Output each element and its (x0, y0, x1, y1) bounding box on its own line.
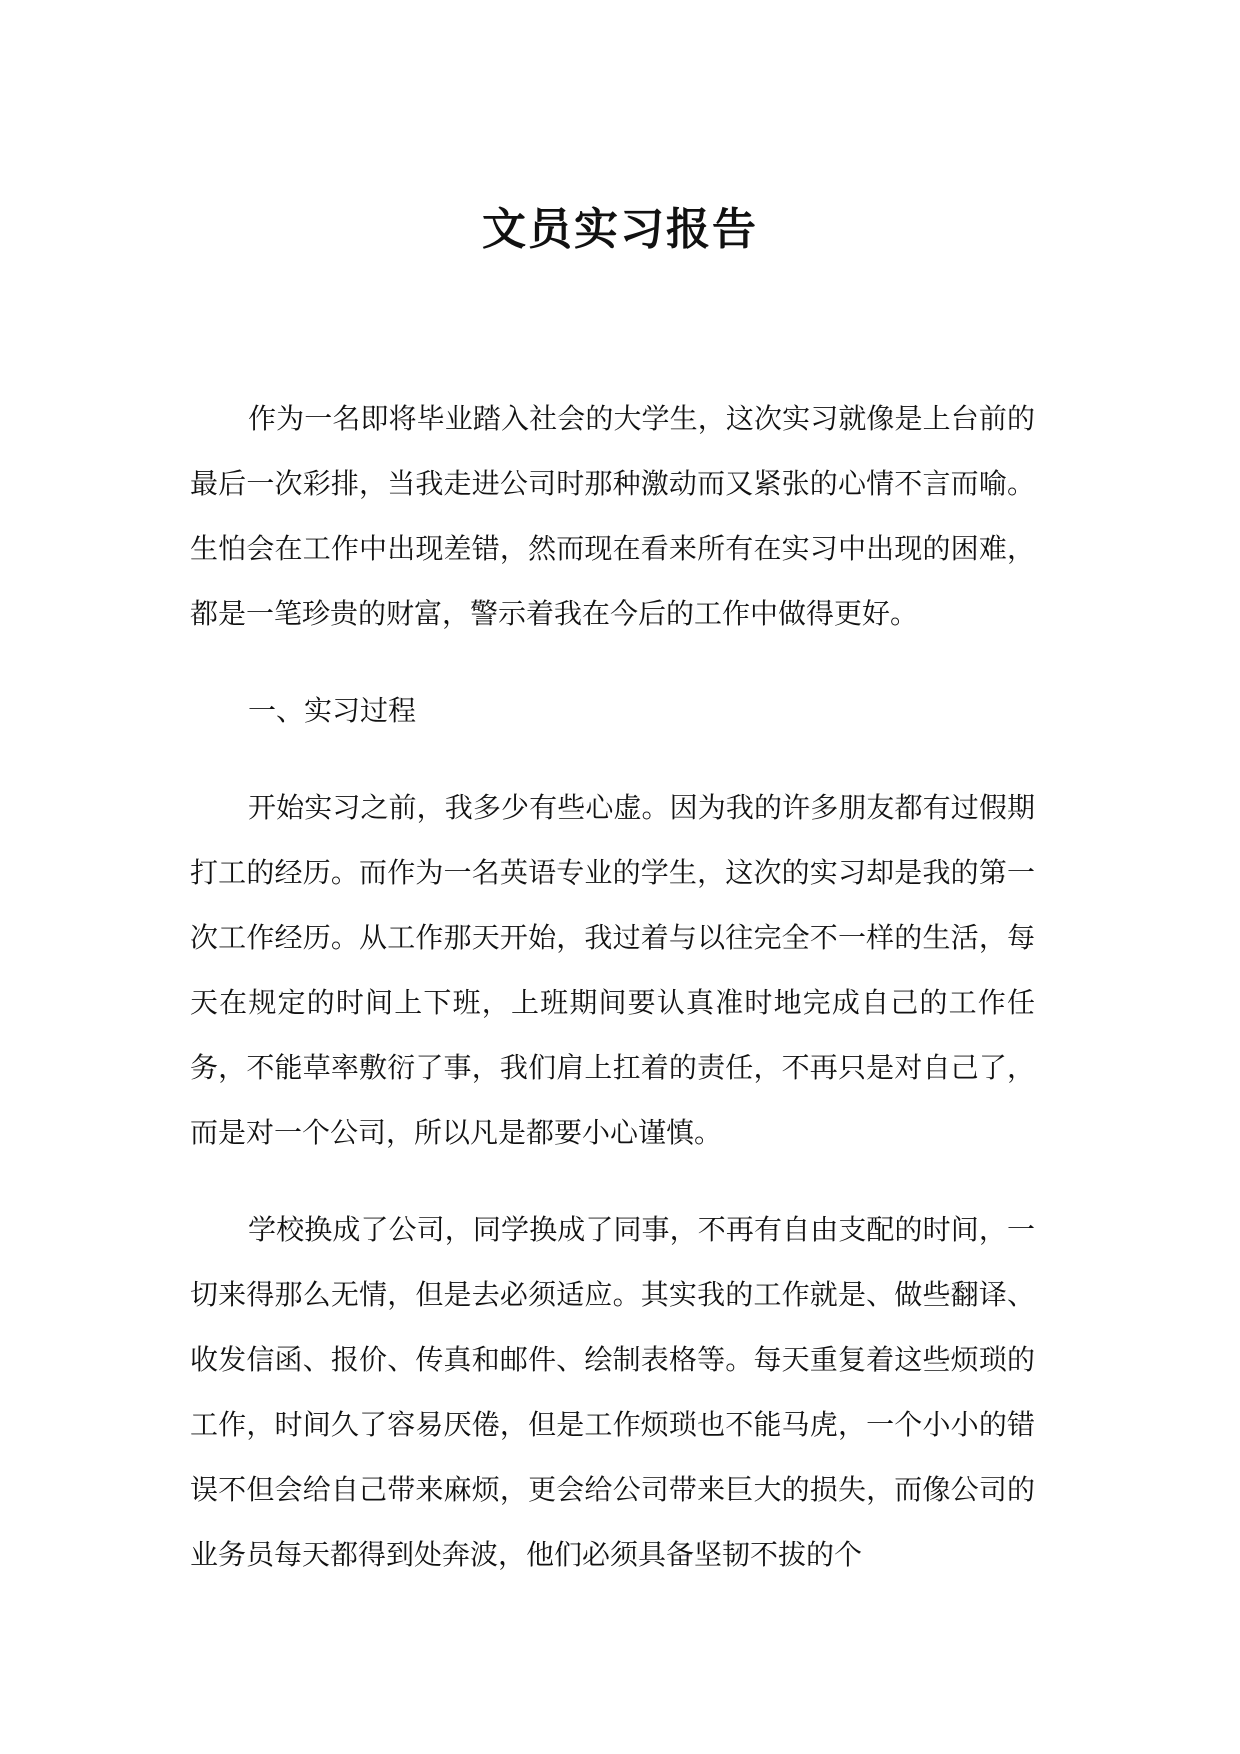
section-heading-internship-process: 一、实习过程 (248, 694, 417, 727)
intro-paragraph: 作为一名即将毕业踏入社会的大学生，这次实习就像是上台前的最后一次彩排，当我走进公司时那种激动而又紧张的心情不言而喻。生怕会在工作中出现差错，然而现在看来所有在实习中出现的困难，都是一笔珍贵的财富，警示着我在今后的工作中做得更好。 (190, 402, 1035, 630)
document-title: 文员实习报告 (482, 204, 758, 255)
process-paragraph-2: 学校换成了公司，同学换成了同事，不再有自由支配的时间，一切来得那么无情，但是去必须适应。其实我的工作就是、做些翻译、收发信函、报价、传真和邮件、绘制表格等。每天重复着这些烦琐的工作，时间久了容易厌倦，但是工作烦琐也不能马虎，一个小小的错误不但会给自己带来麻烦，更会给公司带来巨大的损失，而像公司的业务员每天都得到处奔波，他们必须具备坚韧不拔的个 (190, 1213, 1035, 1571)
document-body (190, 386, 1035, 1619)
process-paragraph-1: 开始实习之前，我多少有些心虚。因为我的许多朋友都有过假期打工的经历。而作为一名英语专业的学生，这次的实习却是我的第一次工作经历。从工作那天开始，我过着与以往完全不一样的生活，每天在规定的时间上下班，上班期间要认真准时地完成自己的工作任务，不能草率敷衍了事，我们肩上扛着的责任，不再只是对自己了，而是对一个公司，所以凡是都要小心谨慎。 (190, 791, 1035, 1149)
